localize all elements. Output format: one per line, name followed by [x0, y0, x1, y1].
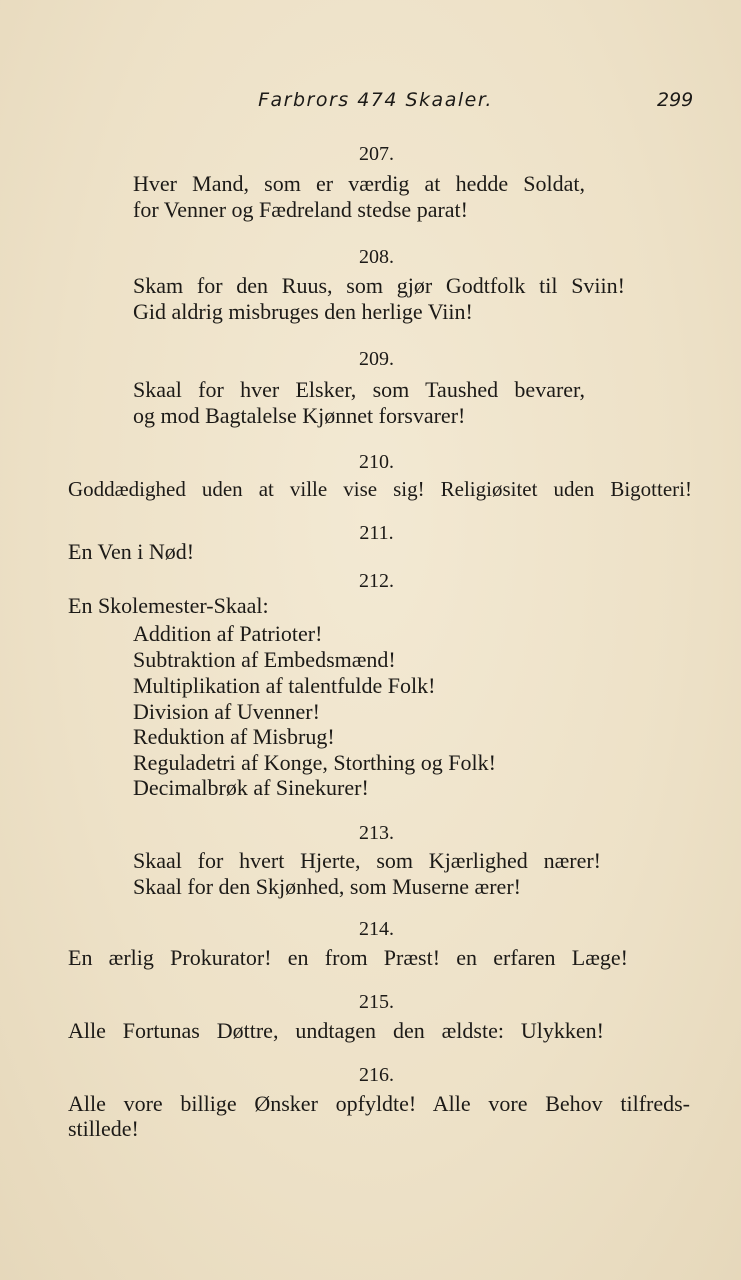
toast-216-line-1: Alle vore billige Ønsker opfyldte! Alle vore Behov tilfreds- — [68, 1091, 690, 1116]
toast-number-216: 216. — [359, 1064, 394, 1086]
toast-212-line-multiplication: Multiplikation af talentfulde Folk! — [133, 673, 436, 698]
toast-number-208: 208. — [359, 246, 394, 268]
toast-209-line-1: Skaal for hver Elsker, som Taushed bevarer, — [133, 377, 585, 402]
toast-216-line-2: stillede! — [68, 1116, 139, 1141]
toast-212-line-reduction: Reduktion af Misbrug! — [133, 724, 335, 749]
toast-207-line-2: for Venner og Fædreland stedse parat! — [133, 197, 468, 222]
toast-number-210: 210. — [359, 451, 394, 473]
toast-number-213: 213. — [359, 822, 394, 844]
toast-211-line-1: En Ven i Nød! — [68, 539, 195, 564]
toast-213-line-1: Skaal for hvert Hjerte, som Kjærlighed nærer! — [133, 848, 601, 873]
running-header: Farbrors 474 Skaaler. — [258, 89, 493, 111]
toast-208-line-2: Gid aldrig misbruges den herlige Viin! — [133, 299, 473, 324]
toast-213-line-2: Skaal for den Skjønhed, som Muserne ærer! — [133, 874, 521, 899]
toast-207-line-1: Hver Mand, som er værdig at hedde Soldat, — [133, 171, 585, 196]
toast-212-line-division: Division af Uvenner! — [133, 699, 320, 724]
toast-number-212: 212. — [359, 570, 394, 592]
toast-212-line-rule-of-three: Reguladetri af Konge, Storthing og Folk! — [133, 750, 496, 775]
toast-number-214: 214. — [359, 918, 394, 940]
toast-210-line-1: Goddædighed uden at ville vise sig! Religiøsitet uden Bigotteri! — [68, 477, 692, 501]
toast-212-line-addition: Addition af Patrioter! — [133, 621, 323, 646]
toast-212-intro: En Skolemester-Skaal: — [68, 593, 269, 618]
toast-number-207: 207. — [359, 143, 394, 165]
toast-212-line-decimal: Decimalbrøk af Sinekurer! — [133, 775, 369, 800]
toast-number-209: 209. — [359, 348, 394, 370]
toast-209-line-2: og mod Bagtalelse Kjønnet forsvarer! — [133, 403, 466, 428]
toast-215-line-1: Alle Fortunas Døttre, undtagen den ældste: Ulykken! — [68, 1018, 604, 1043]
toast-number-211: 211. — [359, 522, 394, 544]
toast-208-line-1: Skam for den Ruus, som gjør Godtfolk til Sviin! — [133, 273, 625, 298]
toast-214-line-1: En ærlig Prokurator! en from Præst! en erfaren Læge! — [68, 945, 628, 970]
toast-212-line-subtraction: Subtraktion af Embedsmænd! — [133, 647, 396, 672]
page-number: 299 — [657, 89, 694, 111]
toast-number-215: 215. — [359, 991, 394, 1013]
